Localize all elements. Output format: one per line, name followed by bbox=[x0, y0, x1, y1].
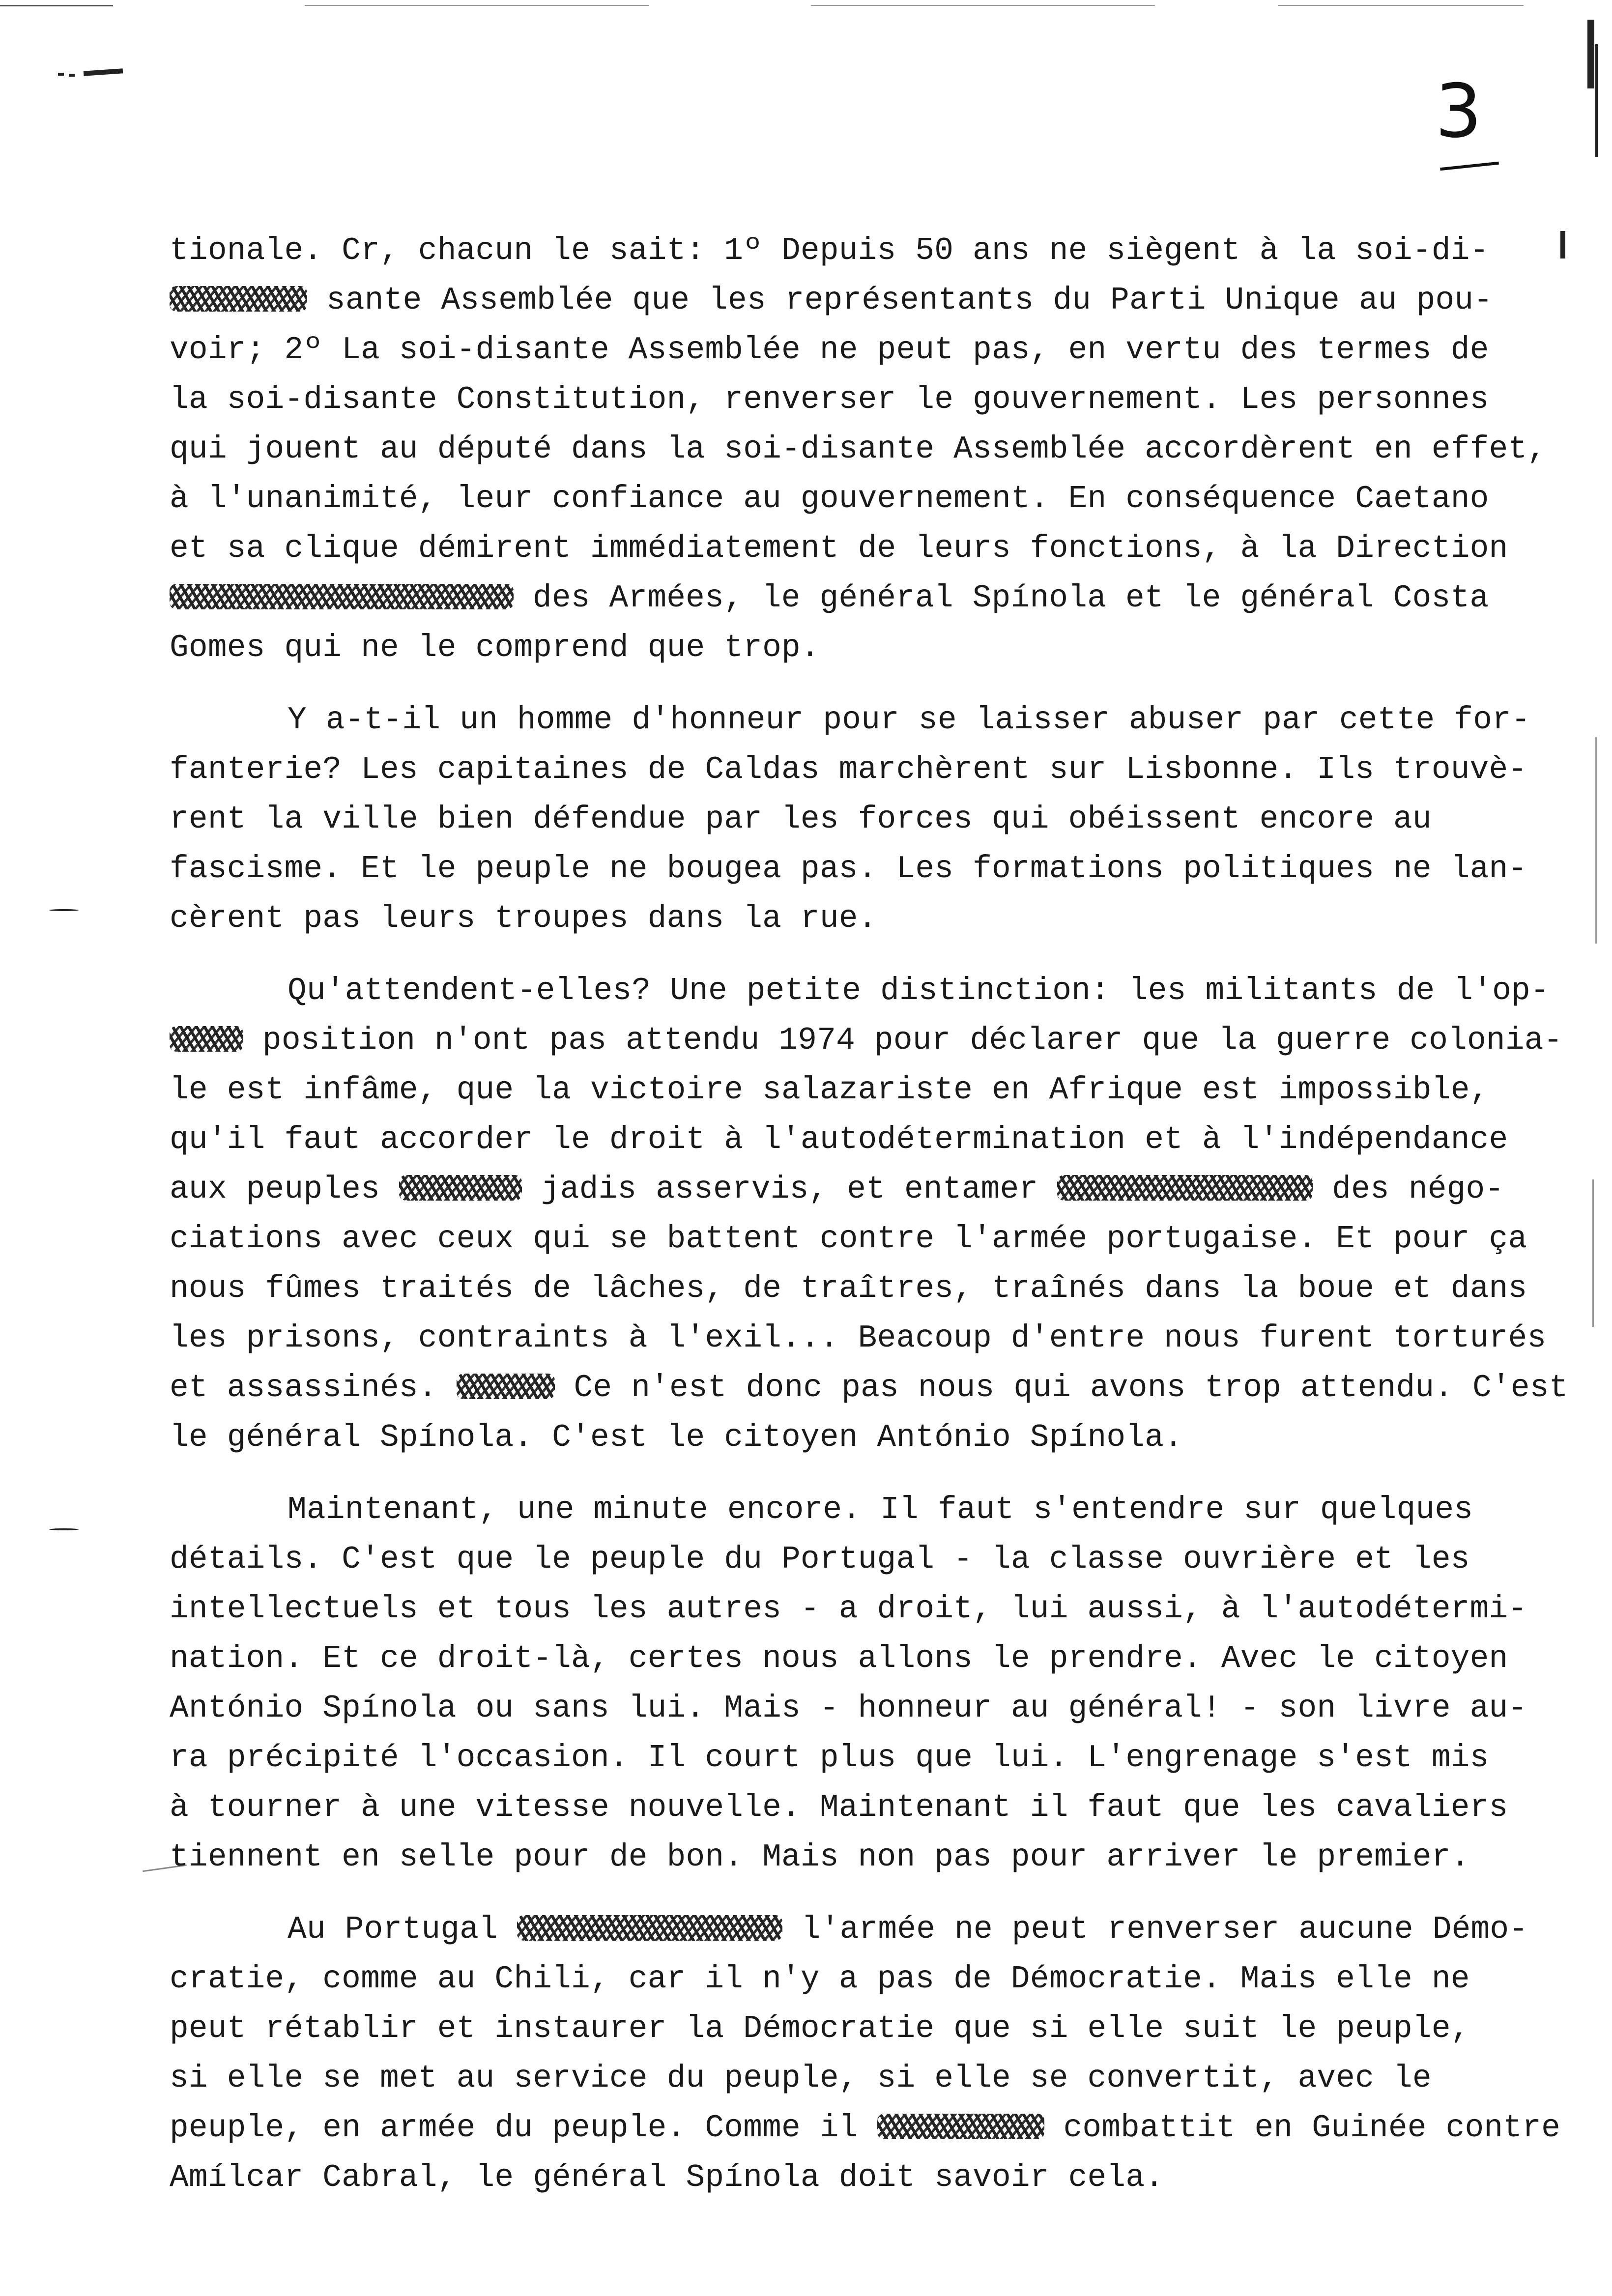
text-line: intellectuels et tous les autres - a droit, lui aussi, à l'autodétermi- bbox=[170, 1591, 1527, 1627]
redaction-scribble bbox=[170, 286, 307, 312]
text-line: à l'unanimité, leur confiance au gouvernement. En conséquence Caetano bbox=[170, 481, 1489, 517]
text-line: cratie, comme au Chili, car il n'y a pas de Démocratie. Mais elle ne bbox=[170, 1961, 1470, 1997]
top-edge-rule bbox=[1278, 5, 1524, 6]
margin-mark bbox=[49, 1528, 79, 1530]
paragraph bbox=[170, 966, 1595, 1463]
text-line bbox=[170, 574, 1595, 623]
text-fragment: peuple, en armée du peuple. Comme il bbox=[170, 2110, 877, 2146]
redaction-scribble bbox=[457, 1374, 555, 1399]
paragraph bbox=[170, 226, 1595, 673]
text-fragment: jadis asservis, et entamer bbox=[521, 1172, 1058, 1207]
text-fragment: sante Assemblée que les représentants du Parti Unique au pou- bbox=[307, 283, 1493, 318]
page-number-underline bbox=[1440, 162, 1499, 171]
text-line bbox=[170, 2103, 1595, 2153]
text-line: tiennent en selle pour de bon. Mais non pas pour arriver le premier. bbox=[170, 1839, 1470, 1875]
text-line bbox=[170, 1165, 1595, 1214]
text-line: peut rétablir et instaurer la Démocratie que si elle suit le peuple, bbox=[170, 2011, 1470, 2047]
text-line bbox=[170, 1016, 1595, 1065]
paragraph bbox=[170, 1485, 1595, 1882]
text-line: le général Spínola. C'est le citoyen António Spínola. bbox=[170, 1420, 1183, 1456]
top-edge-rule bbox=[811, 5, 1155, 6]
text-line: Gomes qui ne le comprend que trop. bbox=[170, 630, 820, 666]
text-line: cèrent pas leurs troupes dans la rue. bbox=[170, 901, 877, 937]
text-fragment: position n'ont pas attendu 1974 pour déclarer que la guerre colonia- bbox=[243, 1023, 1563, 1059]
text-line: et sa clique démirent immédiatement de leurs fonctions, à la Direction bbox=[170, 531, 1508, 567]
paragraph bbox=[170, 1905, 1595, 2203]
text-line: António Spínola ou sans lui. Mais - honneur au général! - son livre au- bbox=[170, 1691, 1527, 1726]
text-fragment: aux peuples bbox=[170, 1172, 399, 1207]
text-line: tionale. Cr, chacun le sait: 1º Depuis 50 ans ne siègent à la soi-di- bbox=[170, 233, 1489, 269]
margin-line bbox=[1595, 44, 1598, 157]
text-line: voir; 2º La soi-disante Assemblée ne peut pas, en vertu des termes de bbox=[170, 332, 1489, 368]
text-fragment: des négo- bbox=[1313, 1172, 1504, 1207]
text-line bbox=[170, 1363, 1595, 1413]
top-edge-rule bbox=[305, 5, 649, 6]
paragraph bbox=[170, 695, 1595, 944]
text-line: qui jouent au député dans la soi-disante Assemblée accordèrent en effet, bbox=[170, 431, 1547, 467]
text-line: Maintenant, une minute encore. Il faut s'entendre sur quelques bbox=[288, 1492, 1473, 1528]
text-line: Qu'attendent-elles? Une petite distinction: les militants de l'op- bbox=[288, 973, 1550, 1009]
stray-mark bbox=[58, 73, 64, 76]
margin-mark bbox=[1587, 20, 1594, 88]
text-line: nous fûmes traités de lâches, de traîtres, traînés dans la boue et dans bbox=[170, 1271, 1527, 1307]
redaction-scribble bbox=[170, 584, 514, 609]
text-fragment: combattit en Guinée contre bbox=[1044, 2110, 1561, 2146]
text-line: rent la ville bien défendue par les forces qui obéissent encore au bbox=[170, 802, 1432, 837]
text-line: détails. C'est que le peuple du Portugal - la classe ouvrière et les bbox=[170, 1542, 1470, 1578]
page-number: 3 bbox=[1435, 69, 1482, 154]
text-line: si elle se met au service du peuple, si elle se convertit, avec le bbox=[170, 2061, 1432, 2096]
text-line: qu'il faut accorder le droit à l'autodétermination et à l'indépendance bbox=[170, 1122, 1508, 1158]
text-line: fascisme. Et le peuple ne bougea pas. Les formations politiques ne lan- bbox=[170, 851, 1527, 887]
text-line: à tourner à une vitesse nouvelle. Maintenant il faut que les cavaliers bbox=[170, 1790, 1508, 1826]
stray-mark bbox=[84, 68, 123, 76]
text-line: ra précipité l'occasion. Il court plus que lui. L'engrenage s'est mis bbox=[170, 1740, 1489, 1776]
text-line: ciations avec ceux qui se battent contre l'armée portugaise. Et pour ça bbox=[170, 1221, 1527, 1257]
margin-mark bbox=[49, 909, 79, 911]
text-fragment: Ce n'est donc pas nous qui avons trop attendu. C'est bbox=[554, 1370, 1568, 1406]
text-fragment: l'armée ne peut renverser aucune Démo- bbox=[782, 1912, 1528, 1948]
text-line: Amílcar Cabral, le général Spínola doit savoir cela. bbox=[170, 2160, 1164, 2196]
body-text bbox=[170, 226, 1595, 2225]
redaction-scribble bbox=[399, 1175, 522, 1201]
stray-mark bbox=[69, 74, 75, 77]
text-fragment: et assassinés. bbox=[170, 1370, 457, 1406]
redaction-scribble bbox=[1057, 1175, 1313, 1201]
top-edge-rule bbox=[0, 5, 113, 6]
text-line: le est infâme, que la victoire salazariste en Afrique est impossible, bbox=[170, 1072, 1489, 1108]
text-line: Y a-t-il un homme d'honneur pour se laisser abuser par cette for- bbox=[288, 702, 1530, 738]
text-fragment: des Armées, le général Spínola et le général Costa bbox=[514, 580, 1489, 616]
text-line: les prisons, contraints à l'exil... Beacoup d'entre nous furent torturés bbox=[170, 1320, 1547, 1356]
text-line: nation. Et ce droit-là, certes nous allons le prendre. Avec le citoyen bbox=[170, 1641, 1508, 1677]
redaction-scribble bbox=[517, 1915, 782, 1941]
redaction-scribble bbox=[877, 2114, 1044, 2139]
redaction-scribble bbox=[170, 1026, 243, 1052]
margin-line bbox=[1595, 737, 1597, 944]
text-line: la soi-disante Constitution, renverser le gouvernement. Les personnes bbox=[170, 382, 1489, 418]
text-line bbox=[170, 276, 1595, 325]
text-line: fanterie? Les capitaines de Caldas marchèrent sur Lisbonne. Ils trouvè- bbox=[170, 752, 1527, 788]
text-fragment: Au Portugal bbox=[288, 1912, 517, 1948]
text-line bbox=[170, 1905, 1595, 1954]
